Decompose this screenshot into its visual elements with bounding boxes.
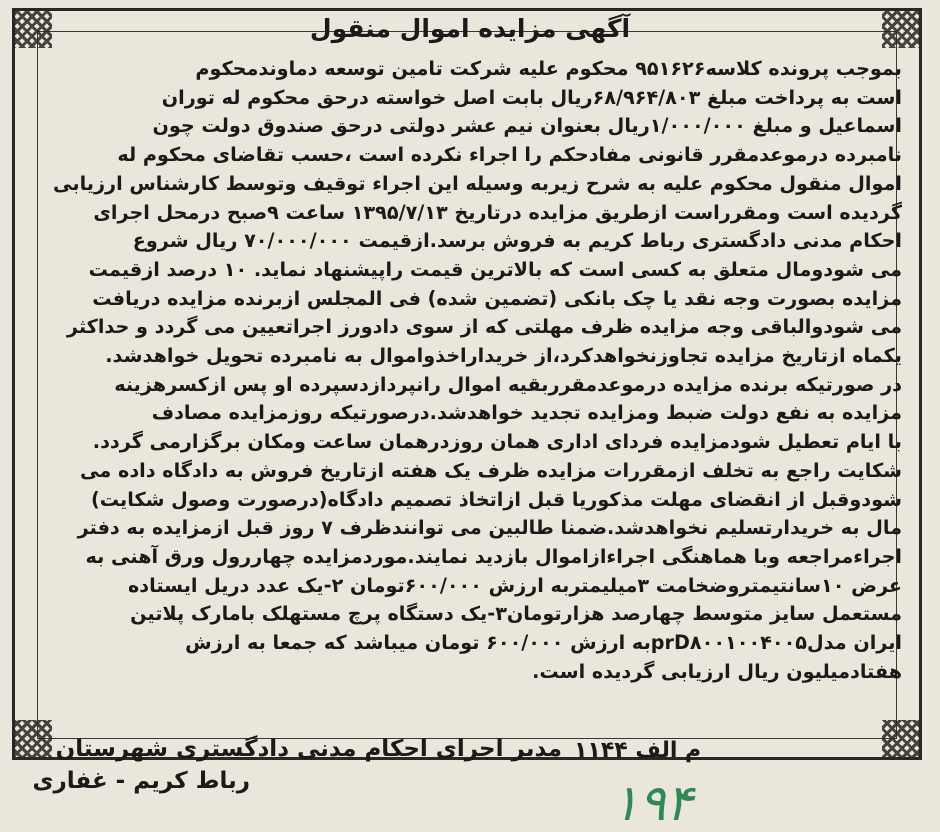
notice-line: اموال منقول محکوم علیه به شرح زیربه وسیله این اجراء توقیف وتوسط کارشناس ارزیابی [52, 171, 902, 195]
notice-line: نامبرده درموعدمقرر قانونی مفادحکم را اجراء نکرده است ،حسب تقاضای محکوم له [117, 143, 902, 167]
notice-line: شکایت راجع به تخلف ازمقررات مزایده ظرف یک هفته ازتاریخ فروش به دادگاه داده می [80, 458, 902, 482]
signature-name: رباط کریم - غفاری [32, 768, 250, 794]
reference-number: م الف ۱۱۴۴ [574, 738, 702, 763]
signature-office: مدیر اجرای احکام مدنی دادگستری شهرستان [55, 736, 562, 762]
notice-line: شودوقبل از انقضای مهلت مذکوریا قبل ازاتخاذ تصمیم دادگاه(درصورت وصول شکایت) [90, 487, 902, 511]
notice-line: اسماعیل و مبلغ ۱/۰۰۰/۰۰۰ریال بعنوان نیم عشر دولتی درحق صندوق دولت چون [152, 114, 902, 138]
notice-line: احکام مدنی دادگستری رباط کریم به فروش برسد.ازقیمت ۷۰/۰۰۰/۰۰۰ ریال شروع [132, 229, 902, 253]
corner-ornament-bottom-left [12, 720, 52, 760]
notice-line: یکماه ازتاریخ مزایده تجاوزنخواهدکرد،از خریداراخذواموال به نامبرده تحویل خواهدشد. [105, 344, 902, 368]
notice-line: ایران مدلprD۸۰۰۱۰۰۴۰۰۵به ارزش ۶۰۰/۰۰۰ تومان میباشد که جمعا به ارزش [185, 631, 902, 655]
notice-line: مزایده به نفع دولت ضبط ومزایده تجدید خواهدشد.درصورتیکه روزمزایده مصادف [151, 401, 902, 425]
notice-line: است به پرداخت مبلغ ۶۸/۹۶۴/۸۰۳ریال بابت اصل خواسته درحق محکوم له توران [161, 85, 902, 109]
notice-line: بموجب پرونده کلاسه۹۵۱۶۲۶ محکوم علیه شرکت تامین توسعه دماوندمحکوم [195, 57, 902, 80]
notice-line: در صورتیکه برنده مزایده درموعدمقرربقیه اموال رانپردازدسپرده او پس ازکسرهزینه [114, 372, 902, 396]
notice-line: اجراءمراجعه وبا هماهنگی اجراءازاموال بازدید نمایند.موردمزایده چهاررول ورق آهنی به [85, 544, 902, 568]
notice-line: عرض ۱۰سانتیمتروضخامت ۳میلیمتربه ارزش ۶۰۰/۰۰۰تومان ۲-یک عدد دریل ایستاده [127, 573, 902, 597]
notice-line: هفتادمیلیون ریال ارزیابی گردیده است. [532, 659, 902, 683]
notice-line: گردیده است ومقرراست ازطریق مزایده درتاریخ ۱۳۹۵/۷/۱۳ ساعت ۹صبح درمحل اجرای [93, 200, 902, 224]
notice-line: با ایام تعطیل شودمزایده فردای اداری همان روزدرهمان ساعت ومکان برگزارمی گردد. [92, 430, 902, 454]
notice-line: می شودوالباقی وجه مزایده ظرف مهلتی که از سوی دادورز اجراتعیین می گردد و حداکثر [66, 315, 902, 339]
notice-title: آگهی مزایده اموال منقول [309, 14, 631, 43]
notice-line: می شودومال متعلق به کسی است که بالاترین قیمت راپیشنهاد نماید. ۱۰ درصد ازقیمت [88, 257, 902, 281]
handwritten-mark: ۱۹۴ [612, 774, 693, 832]
notice-line: مستعمل سایز متوسط چهارصد هزارتومان۳-یک دستگاه پرچ مستهلک بامارک پلاتین [130, 602, 902, 626]
notice-line: مزایده بصورت وجه نقد یا چک بانکی (تضمین شده) فی المجلس ازبرنده مزایده دریافت [92, 286, 902, 310]
corner-ornament-bottom-right [882, 720, 922, 760]
notice-body [42, 55, 902, 686]
notice-line: مال به خریدارتسلیم نخواهدشد.ضمنا طالبین می توانندظرف ۷ روز قبل ازمزایده به دفتر [77, 516, 902, 540]
